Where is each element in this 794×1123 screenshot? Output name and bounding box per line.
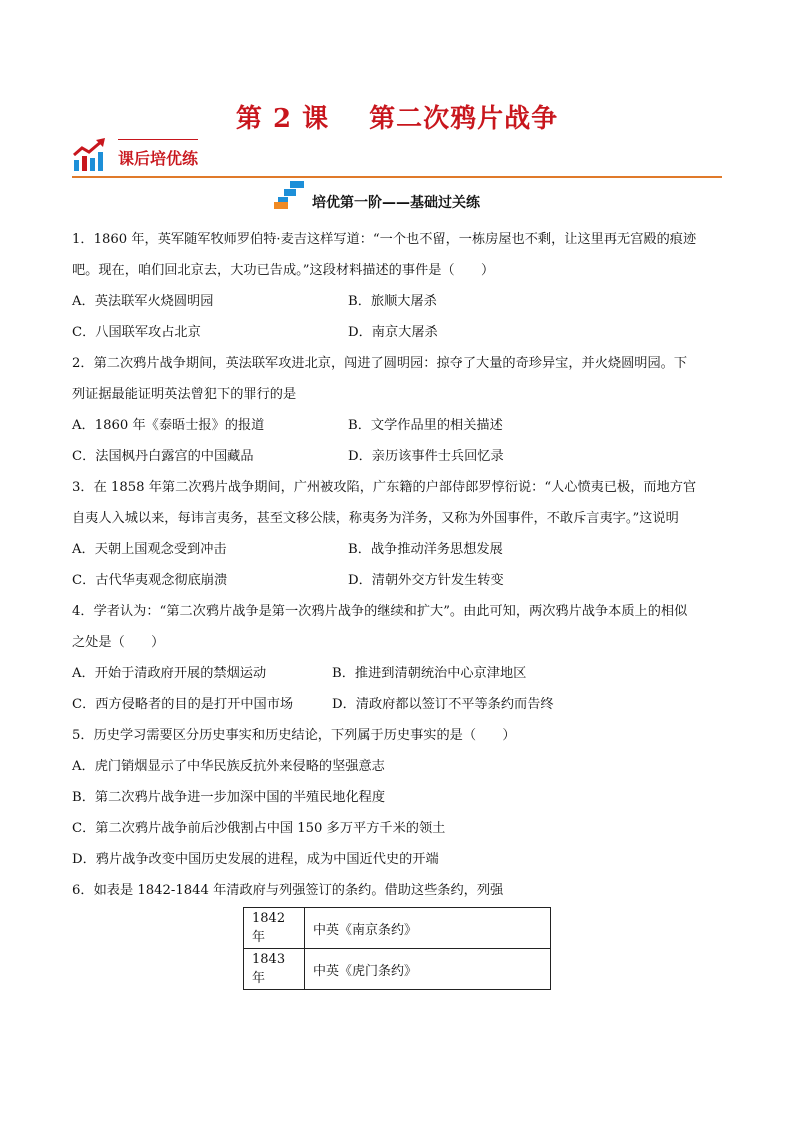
question-text: 自夷人入城以来，每讳言夷务，甚至文移公牍，称夷务为洋务，又称为外国事件，不敢斥言夷字。”这说明 xyxy=(72,511,679,526)
option-a: A．天朝上国观念受到冲击 xyxy=(72,542,227,557)
option-d: D．亲历该事件士兵回忆录 xyxy=(348,449,504,464)
option-c: C．八国联军攻占北京 xyxy=(72,325,201,340)
lesson-number: 第 2 课 xyxy=(235,104,330,134)
table-cell-treaty: 中英《南京条约》 xyxy=(305,908,551,949)
table-row xyxy=(244,949,551,990)
chart-growth-icon xyxy=(72,138,108,172)
option-c: C．第二次鸦片战争前后沙俄割占中国 150 多万平方千米的领土 xyxy=(72,821,446,836)
option-a: A．开始于清政府开展的禁烟运动 xyxy=(72,666,267,681)
question-text: 2．第二次鸦片战争期间，英法联军攻进北京，闯进了圆明园：掠夺了大量的奇珍异宝，并火烧圆明园。下 xyxy=(72,356,688,371)
section-divider xyxy=(72,176,722,178)
question-text: 6．如表是 1842-1844 年清政府与列强签订的条约。借助这些条约，列强 xyxy=(72,883,504,898)
question-text: 列证据最能证明英法曾犯下的罪行的是 xyxy=(72,387,297,402)
option-c: C．古代华夷观念彻底崩溃 xyxy=(72,573,228,588)
question-text: 1．1860 年，英军随军牧师罗伯特·麦吉这样写道：“一个也不留，一栋房屋也不剩，让这里再无宫殿的痕迹 xyxy=(72,232,697,247)
option-c: C．法国枫丹白露宫的中国藏品 xyxy=(72,449,254,464)
section-top-line xyxy=(118,139,198,140)
stairs-icon xyxy=(274,181,308,209)
table-row xyxy=(244,908,551,949)
option-a: A．1860 年《泰晤士报》的报道 xyxy=(72,418,265,433)
table-cell-year: 1843 年 xyxy=(244,949,305,990)
option-d: D．鸦片战争改变中国历史发展的进程，成为中国近代史的开端 xyxy=(72,852,439,867)
treaty-table xyxy=(243,907,551,990)
option-a: A．英法联军火烧圆明园 xyxy=(72,294,214,309)
subsection-title: 培优第一阶——基础过关练 xyxy=(312,195,480,211)
option-b: B．文学作品里的相关描述 xyxy=(348,418,503,433)
question-text: 吧。现在，咱们回北京去，大功已告成。”这段材料描述的事件是（ ） xyxy=(72,263,495,278)
question-text: 5．历史学习需要区分历史事实和历史结论，下列属于历史事实的是（ ） xyxy=(72,728,516,743)
table-cell-year: 1842 年 xyxy=(244,908,305,949)
option-c: C．西方侵略者的目的是打开中国市场 xyxy=(72,697,294,712)
option-b: B．战争推动洋务思想发展 xyxy=(348,542,503,557)
lesson-title xyxy=(0,98,794,135)
question-text: 4．学者认为：“第二次鸦片战争是第一次鸦片战争的继续和扩大”。由此可知，两次鸦片战争本质上的相似 xyxy=(72,604,688,619)
lesson-name: 第二次鸦片战争 xyxy=(369,104,559,134)
option-b: B．第二次鸦片战争进一步加深中国的半殖民地化程度 xyxy=(72,790,386,805)
question-text: 之处是（ ） xyxy=(72,635,165,650)
section-label: 课后培优练 xyxy=(118,149,199,168)
option-d: D．清朝外交方针发生转变 xyxy=(348,573,504,588)
option-b: B．旅顺大屠杀 xyxy=(348,294,437,309)
option-a: A．虎门销烟显示了中华民族反抗外来侵略的坚强意志 xyxy=(72,759,385,774)
option-d: D．南京大屠杀 xyxy=(348,325,438,340)
question-text: 3．在 1858 年第二次鸦片战争期间，广州被攻陷，广东籍的户部侍郎罗惇衍说：“人心愤夷已极，而地方官 xyxy=(72,480,697,495)
table-cell-treaty: 中英《虎门条约》 xyxy=(305,949,551,990)
option-b: B．推进到清朝统治中心京津地区 xyxy=(332,666,527,681)
option-d: D．清政府都以签订不平等条约而告终 xyxy=(332,697,554,712)
